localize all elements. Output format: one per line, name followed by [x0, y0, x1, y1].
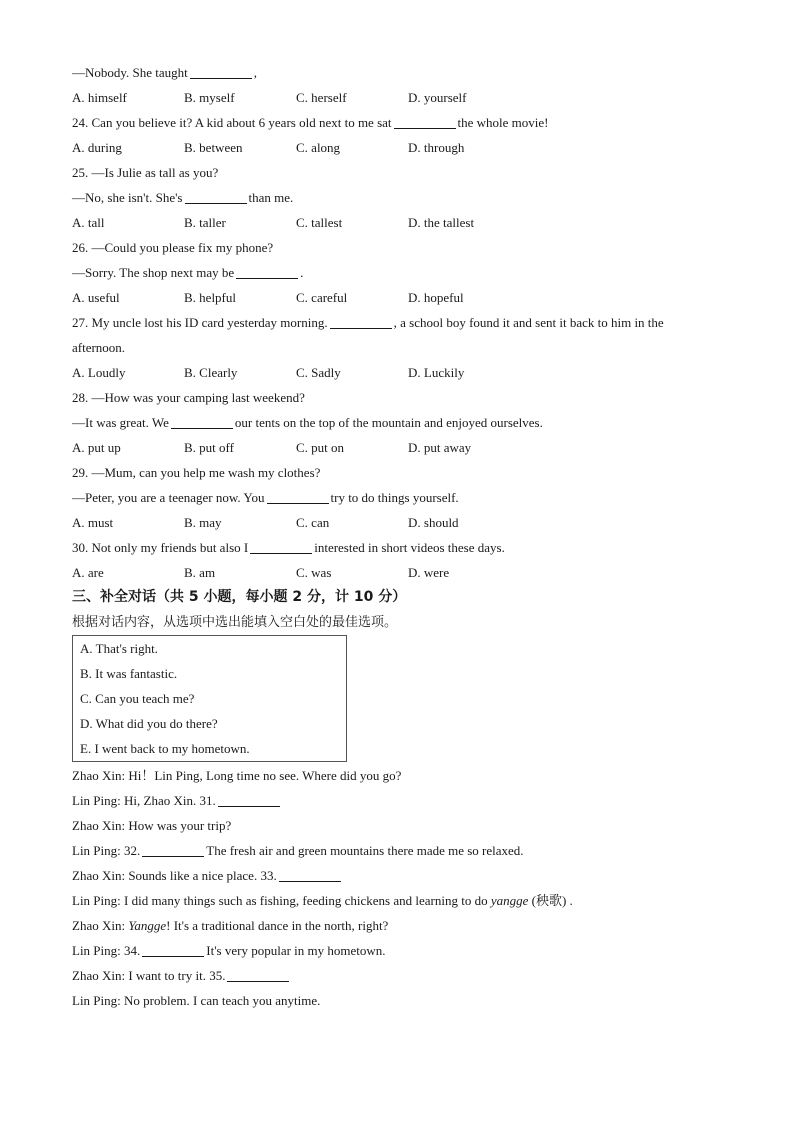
q25-option-a[interactable]: A. tall — [72, 215, 105, 230]
q28-option-d[interactable]: D. put away — [408, 440, 472, 455]
q26-options — [72, 285, 722, 310]
dialogue-line-9 — [72, 963, 722, 988]
exam-page — [72, 60, 722, 1013]
q30-stem-start: 30. Not only my friends but also I — [72, 540, 249, 555]
dialogue-line-2-text: Lin Ping: Hi, Zhao Xin. 31. — [72, 793, 216, 808]
q23-answer-text: —Nobody. She taught — [72, 65, 188, 80]
dialogue-line-3: Zhao Xin: How was your trip? — [72, 818, 232, 833]
dialogue-line-10: Lin Ping: No problem. I can teach you anytime. — [72, 993, 321, 1008]
q23-blank[interactable] — [190, 64, 252, 79]
q27-option-a[interactable]: A. Loudly — [72, 365, 126, 380]
q28-answer-line — [72, 410, 722, 435]
dialogue-line-5-text: Zhao Xin: Sounds like a nice place. 33. — [72, 868, 277, 883]
q27-option-c[interactable]: C. Sadly — [296, 365, 341, 380]
choice-e[interactable]: E. I went back to my hometown. — [80, 741, 250, 756]
q23-option-c[interactable]: C. herself — [296, 90, 347, 105]
q24-stem-end: the whole movie! — [457, 115, 549, 130]
q27-blank[interactable] — [330, 314, 392, 329]
q23-option-a[interactable]: A. himself — [72, 90, 127, 105]
q26-answer-end: . — [300, 265, 304, 280]
q29-option-d[interactable]: D. should — [408, 515, 459, 530]
dialogue-line-7-end: ! It's a traditional dance in the north, right? — [166, 918, 389, 933]
dialogue-line-4-start: Lin Ping: 32. — [72, 843, 141, 858]
blank-31[interactable] — [218, 792, 280, 807]
dialogue-line-6-italic: yangge — [490, 893, 529, 908]
q25-option-c[interactable]: C. tallest — [296, 215, 343, 230]
dialogue-line-4-end: The fresh air and green mountains there made me so relaxed. — [206, 843, 524, 858]
dialogue-line-2 — [72, 788, 722, 813]
q25-blank[interactable] — [185, 189, 247, 204]
q30-blank[interactable] — [250, 539, 312, 554]
q29-answer-end: try to do things yourself. — [330, 490, 459, 505]
q29-stem: 29. —Mum, can you help me wash my clothes? — [72, 465, 321, 480]
q29-answer-start: —Peter, you are a teenager now. You — [72, 490, 265, 505]
q26-option-c[interactable]: C. careful — [296, 290, 348, 305]
q27-option-d[interactable]: D. Luckily — [408, 365, 465, 380]
q24-options — [72, 135, 722, 160]
q27-options — [72, 360, 722, 385]
q26-stem: 26. —Could you please fix my phone? — [72, 240, 274, 255]
q24-stem-start: 24. Can you believe it? A kid about 6 years old next to me sat — [72, 115, 392, 130]
q28-option-b[interactable]: B. put off — [184, 440, 234, 455]
choice-d[interactable]: D. What did you do there? — [80, 716, 218, 731]
blank-33[interactable] — [279, 867, 341, 882]
q28-stem: 28. —How was your camping last weekend? — [72, 390, 305, 405]
blank-35[interactable] — [227, 967, 289, 982]
q26-option-b[interactable]: B. helpful — [184, 290, 236, 305]
dialogue-line-1: Zhao Xin: Hi！Lin Ping, Long time no see. Where did you go? — [72, 768, 402, 783]
dialogue-line-5 — [72, 863, 722, 888]
q29-blank[interactable] — [267, 489, 329, 504]
q25-option-b[interactable]: B. taller — [184, 215, 226, 230]
q25-stem: 25. —Is Julie as tall as you? — [72, 165, 219, 180]
q30-option-b[interactable]: B. am — [184, 565, 216, 580]
q30-option-c[interactable]: C. was — [296, 565, 332, 580]
q23-option-b[interactable]: B. myself — [184, 90, 235, 105]
dialogue-line-6-start: Lin Ping: I did many things such as fishing, feeding chickens and learning to do — [72, 893, 488, 908]
q26-answer-start: —Sorry. The shop next may be — [72, 265, 235, 280]
q28-option-c[interactable]: C. put on — [296, 440, 345, 455]
dialogue-line-9-text: Zhao Xin: I want to try it. 35. — [72, 968, 226, 983]
q27-stem-end: , a school boy found it and sent it back to him in the — [393, 315, 664, 330]
q28-blank[interactable] — [171, 414, 233, 429]
q30-option-d[interactable]: D. were — [408, 565, 450, 580]
q27-stem-start: 27. My uncle lost his ID card yesterday morning. — [72, 315, 328, 330]
q29-answer-line — [72, 485, 722, 510]
q25-options — [72, 210, 722, 235]
q25-option-d[interactable]: D. the tallest — [408, 215, 475, 230]
choice-b[interactable]: B. It was fantastic. — [80, 666, 178, 681]
q30-stem — [72, 535, 722, 560]
q25-answer-start: —No, she isn't. She's — [72, 190, 183, 205]
q29-option-a[interactable]: A. must — [72, 515, 114, 530]
q27-option-b[interactable]: B. Clearly — [184, 365, 238, 380]
q27-stem — [72, 310, 722, 335]
q30-option-a[interactable]: A. are — [72, 565, 104, 580]
q29-option-b[interactable]: B. may — [184, 515, 222, 530]
q24-blank[interactable] — [394, 114, 456, 129]
q24-option-c[interactable]: C. along — [296, 140, 341, 155]
dialogue-line-8 — [72, 938, 722, 963]
blank-34[interactable] — [142, 942, 204, 957]
q23-option-d[interactable]: D. yourself — [408, 90, 467, 105]
q28-options — [72, 435, 722, 460]
q24-option-d[interactable]: D. through — [408, 140, 465, 155]
q23-answer-line — [72, 60, 722, 85]
dialogue-line-7 — [72, 913, 722, 938]
q27-stem-continued: afternoon. — [72, 340, 126, 355]
q23-options — [72, 85, 722, 110]
q26-answer-line — [72, 260, 722, 285]
q30-options — [72, 560, 722, 585]
q24-option-a[interactable]: A. during — [72, 140, 122, 155]
choice-a[interactable]: A. That's right. — [80, 641, 158, 656]
q25-answer-end: than me. — [248, 190, 294, 205]
dialogue-line-6 — [72, 888, 722, 913]
choice-c[interactable]: C. Can you teach me? — [80, 691, 195, 706]
section-3-title: 三、补全对话（共 5 小题，每小题 2 分，计 10 分） — [72, 589, 407, 605]
q26-blank[interactable] — [236, 264, 298, 279]
q28-answer-end: our tents on the top of the mountain and enjoyed ourselves. — [234, 415, 543, 430]
q24-option-b[interactable]: B. between — [184, 140, 243, 155]
q29-option-c[interactable]: C. can — [296, 515, 330, 530]
section-3-instruction: 根据对话内容，从选项中选出能填入空白处的最佳选项。 — [72, 615, 398, 630]
dialogue-line-6-end: (秧歌) . — [531, 893, 573, 908]
q26-option-a[interactable]: A. useful — [72, 290, 120, 305]
q24-stem — [72, 110, 722, 135]
dialogue-line-8-start: Lin Ping: 34. — [72, 943, 141, 958]
dialogue-line-7-start: Zhao Xin: — [72, 918, 126, 933]
q29-options — [72, 510, 722, 535]
choice-box — [72, 635, 347, 762]
blank-32[interactable] — [142, 842, 204, 857]
q23-answer-end: , — [253, 65, 258, 80]
q26-option-d[interactable]: D. hopeful — [408, 290, 464, 305]
q28-option-a[interactable]: A. put up — [72, 440, 121, 455]
dialogue-line-7-italic: Yangge — [128, 918, 167, 933]
q25-answer-line — [72, 185, 722, 210]
q30-stem-end: interested in short videos these days. — [314, 540, 505, 555]
q28-answer-start: —It was great. We — [72, 415, 169, 430]
dialogue-line-8-end: It's very popular in my hometown. — [206, 943, 386, 958]
dialogue-line-4 — [72, 838, 722, 863]
